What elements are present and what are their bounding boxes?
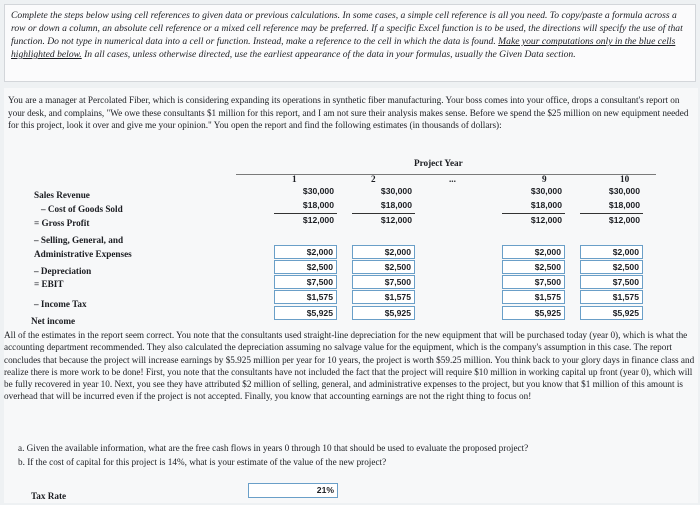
cell-ebit-y1[interactable]: $7,500 [274,275,337,289]
cell-gross-y9: $12,000 [530,215,562,225]
label-ebit: = EBIT [34,279,64,289]
tax-rate-label: Tax Rate [31,491,67,501]
cell-sales-y1: $30,000 [302,186,334,196]
problem-area [4,88,698,503]
cell-gross-y1: $12,000 [302,215,334,225]
cell-cogs-y1: $18,000 [302,200,334,210]
instructions-text-2: In all cases, unless otherwise directed, use the earliest appearance of the data in your formulas, usually the Given Data section. [81,49,576,60]
label-income-tax: – Income Tax [34,299,87,309]
cell-sales-y2: $30,000 [380,186,412,196]
year-10-header: 10 [620,174,630,184]
label-sga-line1: – Selling, General, and [34,235,124,245]
cell-cogs-y2: $18,000 [380,200,412,210]
label-net-income: Net income [31,316,76,326]
instructions-text: Complete the steps below using cell references to given data or previous calculations. In some cases, a simple cell reference is all you need. To copy/paste a formula across a row or down a column, an absolute cell reference or a mixed cell reference may be preferred. If a specific Excel function is to be used, the directions will specify the use of that function. Do not type in numerical data into a cell or function. Instead, make a reference to the cell in which the data is found. [11,10,683,47]
cell-tax-y1[interactable]: $1,575 [274,290,337,304]
cell-ebit-y10[interactable]: $7,500 [580,275,643,289]
header-divider [236,174,656,175]
label-depreciation: – Depreciation [34,266,92,276]
cell-gross-y2: $12,000 [380,215,412,225]
cell-ebit-y2[interactable]: $7,500 [352,275,415,289]
cell-dep-y9[interactable]: $2,500 [502,260,565,274]
question-b: b. If the cost of capital for this project is 14%, what is your estimate of the value of the new project? [18,457,387,467]
cell-cogs-y10: $18,000 [608,200,640,210]
cell-dep-y2[interactable]: $2,500 [352,260,415,274]
cell-cogs-y9: $18,000 [530,200,562,210]
cell-net-y1[interactable]: $5,925 [274,306,337,320]
cell-gross-y10: $12,000 [608,215,640,225]
label-sga-line2: Administrative Expenses [34,249,132,259]
label-cogs: – Cost of Goods Sold [41,204,123,214]
cell-sga-y2[interactable]: $2,000 [352,245,415,259]
cell-sga-y10[interactable]: $2,000 [580,245,643,259]
question-a: a. Given the available information, what are the free cash flows in years 0 through 10 that should be used to evaluate the proposed project? [18,443,529,453]
cell-ebit-y9[interactable]: $7,500 [502,275,565,289]
body-paragraph: All of the estimates in the report seem correct. You note that the consultants used straight-line depreciation for the new equipment that will be purchased today (year 0), which is what the accounting department recommended. They also calculated the depreciation assuming no salvage value for the equipment, which is the company's assumption in this case. The report concludes that because the project will increase earnings by $5.925 million per year for 10 years, the project is worth $59.25 million. You think back to your glory days in finance class and realize there is more work to be done! First, you note that the consultants have not included the fact that the project will require $10 million in working capital up front (year 0), which will be fully recovered in year 10. Next, you see they have attributed $2 million of selling, general, and administrative expenses to the project, but you know that $1 million of this amount is overhead that will be incurred even if the project is not accepted. Finally, you know that accounting earnings are not the right thing to focus on! [4,330,695,402]
cell-sales-y9: $30,000 [530,186,562,196]
year-2-header: 2 [371,174,376,184]
cell-sales-y10: $30,000 [608,186,640,196]
cell-dep-y10[interactable]: $2,500 [580,260,643,274]
cell-tax-y10[interactable]: $1,575 [580,290,643,304]
cell-sga-y1[interactable]: $2,000 [274,245,337,259]
year-1-header: 1 [292,174,297,184]
cell-net-y9[interactable]: $5,925 [502,306,565,320]
cell-tax-y9[interactable]: $1,575 [502,290,565,304]
tax-rate-cell[interactable]: 21% [248,483,338,498]
label-sales-revenue: Sales Revenue [34,190,90,200]
project-year-header: Project Year [414,158,463,168]
year-ellipsis-header: ... [449,174,456,184]
cell-net-y10[interactable]: $5,925 [580,306,643,320]
instructions-underlined: Make your computations only in the blue cells highlighted below. [11,36,676,60]
year-9-header: 9 [542,174,547,184]
label-gross-profit: = Gross Profit [34,218,90,228]
cell-dep-y1[interactable]: $2,500 [274,260,337,274]
intro-paragraph: You are a manager at Percolated Fiber, which is considering expanding its operations in synthetic fiber manufacturing. Your boss comes into your office, drops a consultant's report on your desk, and complains, "We owe these consultants $1 million for this report, and I am not sure their analysis makes sense. Before we spend the $25 million on new equipment needed for this project, look it over and give me your opinion." You open the report and find the following estimates (in thousands of dollars): [8,95,689,130]
instructions-box [4,4,696,82]
cell-tax-y2[interactable]: $1,575 [352,290,415,304]
cell-sga-y9[interactable]: $2,000 [502,245,565,259]
cell-net-y2[interactable]: $5,925 [352,306,415,320]
